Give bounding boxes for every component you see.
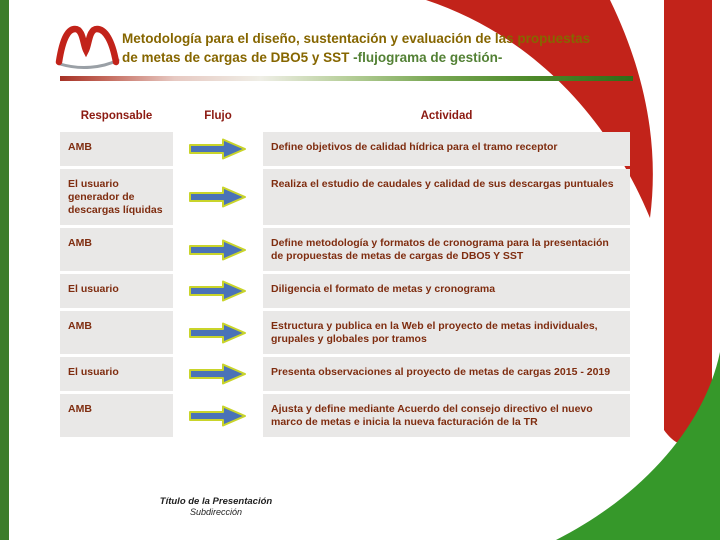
table-row [60, 357, 630, 391]
flujo-cell [173, 169, 263, 225]
actividad-cell [263, 169, 630, 225]
table-body [60, 132, 630, 437]
logo-m-stroke [59, 29, 116, 62]
responsable-cell [60, 357, 173, 391]
responsable-cell [60, 394, 173, 437]
responsable-cell [60, 132, 173, 166]
table-row [60, 274, 630, 308]
responsable-cell [60, 228, 173, 271]
table-row [60, 169, 630, 225]
actividad-cell [263, 132, 630, 166]
responsable-text: AMB [68, 237, 92, 249]
table-row [60, 394, 630, 437]
table-row [60, 132, 630, 166]
amb-logo [52, 20, 124, 72]
table-row [60, 311, 630, 354]
responsable-cell [60, 274, 173, 308]
flow-table-header [60, 104, 630, 127]
right-red-band [664, 0, 712, 446]
flow-arrow-icon [189, 138, 247, 160]
flow-arrow-icon [189, 239, 247, 261]
responsable-text: AMB [68, 141, 92, 153]
flow-arrow-icon [189, 322, 247, 344]
flow-table [60, 104, 630, 437]
flow-arrow-icon [189, 186, 247, 208]
responsable-cell [60, 311, 173, 354]
title-divider [60, 76, 633, 81]
slide-title-suffix: -flujograma de gestión- [353, 50, 503, 65]
actividad-text: Realiza el estudio de caudales y calidad de sus descargas puntuales [271, 178, 614, 190]
responsable-cell [60, 169, 173, 225]
footer-presentation-title: Título de la Presentación [159, 496, 273, 507]
actividad-text: Define metodología y formatos de cronograma para la presentación de propuestas de metas de cargas de DBO5 Y SST [271, 237, 609, 262]
responsable-text: El usuario [68, 366, 119, 378]
column-header-actividad: Actividad [420, 110, 473, 122]
flujo-cell [173, 394, 263, 437]
actividad-text: Diligencia el formato de metas y cronograma [271, 283, 496, 295]
slide-title-line2-text: de metas de cargas de DBO5 y SST [122, 50, 350, 65]
responsable-text: El usuario generador de descargas líquidas [68, 178, 163, 216]
slide-footer [60, 496, 372, 517]
actividad-cell [263, 311, 630, 354]
left-accent-bar [0, 0, 9, 540]
responsable-text: AMB [68, 403, 92, 415]
flujo-cell [173, 132, 263, 166]
flow-arrow-icon [189, 363, 247, 385]
column-header-flujo: Flujo [204, 110, 232, 122]
actividad-cell [263, 357, 630, 391]
footer-subdireccion: Subdirección [189, 507, 243, 517]
responsable-text: El usuario [68, 283, 119, 295]
slide-title-line2 [122, 48, 670, 67]
flow-arrow-icon [189, 405, 247, 427]
actividad-text: Ajusta y define mediante Acuerdo del consejo directivo el nuevo marco de metas e inicia la nueva facturación de la TR [271, 403, 593, 428]
logo-gray-swoosh [60, 60, 118, 67]
flujo-cell [173, 228, 263, 271]
table-row [60, 228, 630, 271]
responsable-text: AMB [68, 320, 92, 332]
actividad-cell [263, 228, 630, 271]
column-header-responsable: Responsable [80, 110, 153, 122]
flujo-cell [173, 274, 263, 308]
flow-arrow-icon [189, 280, 247, 302]
slide-title-line1: Metodología para el diseño, sustentación y evaluación de las propuestas [122, 31, 591, 46]
actividad-text: Define objetivos de calidad hídrica para el tramo receptor [271, 141, 558, 153]
actividad-text: Estructura y publica en la Web el proyecto de metas individuales, grupales y globales por tramos [271, 320, 598, 345]
actividad-cell [263, 274, 630, 308]
actividad-cell [263, 394, 630, 437]
slide-title [122, 29, 670, 67]
flujo-cell [173, 311, 263, 354]
actividad-text: Presenta observaciones al proyecto de metas de cargas 2015 - 2019 [271, 366, 611, 378]
flujo-cell [173, 357, 263, 391]
